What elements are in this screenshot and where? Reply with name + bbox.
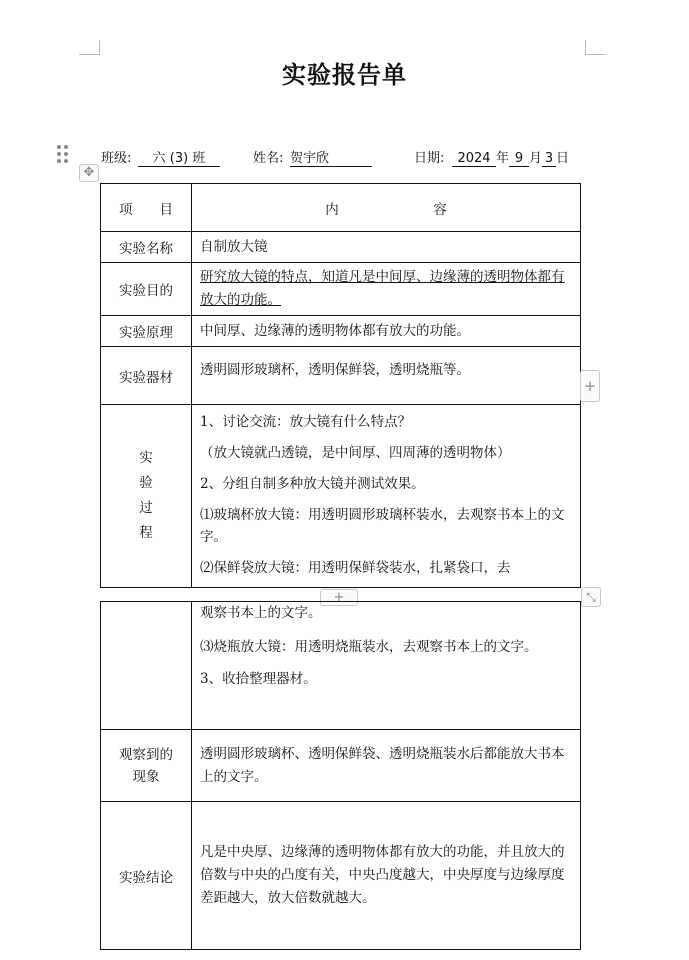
row-observation [101, 730, 581, 802]
date-year: 2024 [452, 151, 496, 167]
row-conclusion [101, 802, 581, 950]
page-corner-mark-top-left [79, 40, 100, 55]
date-day: 3 [542, 151, 556, 167]
process-label-char-1: 实 [139, 450, 153, 466]
name-value-field [290, 147, 372, 167]
observation-value: 透明圆形玻璃杯、透明保鲜袋、透明烧瓶装水后都能放大书本上的文字。 [192, 730, 581, 802]
header-item: 项 目 [101, 184, 192, 232]
experiment-purpose-cell [192, 263, 581, 316]
process-step-2: 2、分组自制多种放大镜并测试效果。 [200, 476, 425, 492]
process-step-1: 1、讨论交流：放大镜有什么特点？ [200, 414, 412, 430]
class-value-field [138, 147, 220, 167]
process-label-char-2: 验 [139, 475, 153, 491]
row-experiment-materials [101, 347, 581, 405]
table-header-row [101, 184, 581, 232]
page-corner-mark-top-right [585, 40, 606, 55]
experiment-principle-label: 实验原理 [101, 316, 192, 347]
date-day-unit: 日 [556, 151, 570, 166]
process-step-3: 3、收拾整理器材。 [200, 671, 317, 687]
experiment-purpose-label: 实验目的 [101, 263, 192, 316]
date-label: 日期: [414, 151, 445, 166]
process-label-char-4: 程 [139, 525, 153, 541]
report-table-part-1 [100, 183, 581, 588]
observation-label-line-2: 现象 [132, 768, 160, 785]
add-row-button[interactable]: + [320, 589, 358, 606]
process-step-2-1: ⑴玻璃杯放大镜：用透明圆形玻璃杯装水，去观察书本上的文字。 [200, 507, 565, 545]
experiment-materials-label: 实验器材 [101, 347, 192, 405]
experiment-name-value: 自制放大镜 [192, 232, 581, 263]
observation-label-line-1: 观察到的 [119, 746, 173, 763]
date-month-unit: 月 [529, 151, 543, 166]
table-resize-icon[interactable]: ⤡ [581, 587, 601, 607]
name-label: 姓名: [253, 151, 284, 166]
date-month: 9 [509, 151, 529, 167]
experiment-process-label [101, 405, 192, 588]
experiment-process-cell-continued [192, 602, 581, 730]
row-experiment-name [101, 232, 581, 263]
page-title: 实验报告单 [282, 61, 407, 89]
conclusion-label: 实验结论 [101, 802, 192, 950]
date-value-field [452, 147, 569, 167]
report-table-part-2 [100, 601, 581, 950]
class-label: 班级: [101, 151, 132, 166]
date-year-unit: 年 [496, 151, 510, 166]
process-step-2-2-continued: 观察书本上的文字。 [200, 605, 322, 621]
process-step-2-2: ⑵保鲜袋放大镜：用透明保鲜袋装水，扎紧袋口，去 [200, 560, 511, 576]
row-experiment-principle [101, 316, 581, 347]
process-step-2-3: ⑶烧瓶放大镜：用透明烧瓶装水，去观察书本上的文字。 [200, 639, 538, 655]
process-step-1-note: （放大镜就凸透镜，是中间厚、四周薄的透明物体） [200, 445, 511, 461]
conclusion-value: 凡是中央厚、边缘薄的透明物体都有放大的功能，并且放大的倍数与中央的凸度有关，中央凸度越大，中央厚度与边缘厚度差距越大，放大倍数就越大。 [192, 802, 581, 950]
header-content: 内 容 [192, 184, 581, 232]
row-experiment-purpose [101, 263, 581, 316]
experiment-purpose-value: 研究放大镜的特点，知道凡是中间厚、边缘薄的透明物体都有放大的功能。 [200, 269, 565, 308]
process-label-continued [101, 602, 192, 730]
experiment-materials-value: 透明圆形玻璃杯，透明保鲜袋，透明烧瓶等。 [192, 347, 581, 405]
row-experiment-process [101, 405, 581, 588]
experiment-principle-value: 中间厚、边缘薄的透明物体都有放大的功能。 [192, 316, 581, 347]
experiment-process-cell [192, 405, 581, 588]
row-experiment-process-continued [101, 602, 581, 730]
table-move-icon[interactable]: ✥ [79, 164, 99, 182]
observation-label [101, 730, 192, 802]
add-column-button[interactable]: + [580, 370, 600, 402]
class-value: 六 (3) 班 [138, 147, 220, 167]
drag-handle-icon[interactable] [57, 145, 69, 165]
process-label-char-3: 过 [139, 500, 153, 516]
name-value: 贺宇欣 [290, 147, 372, 167]
experiment-name-label: 实验名称 [101, 232, 192, 263]
